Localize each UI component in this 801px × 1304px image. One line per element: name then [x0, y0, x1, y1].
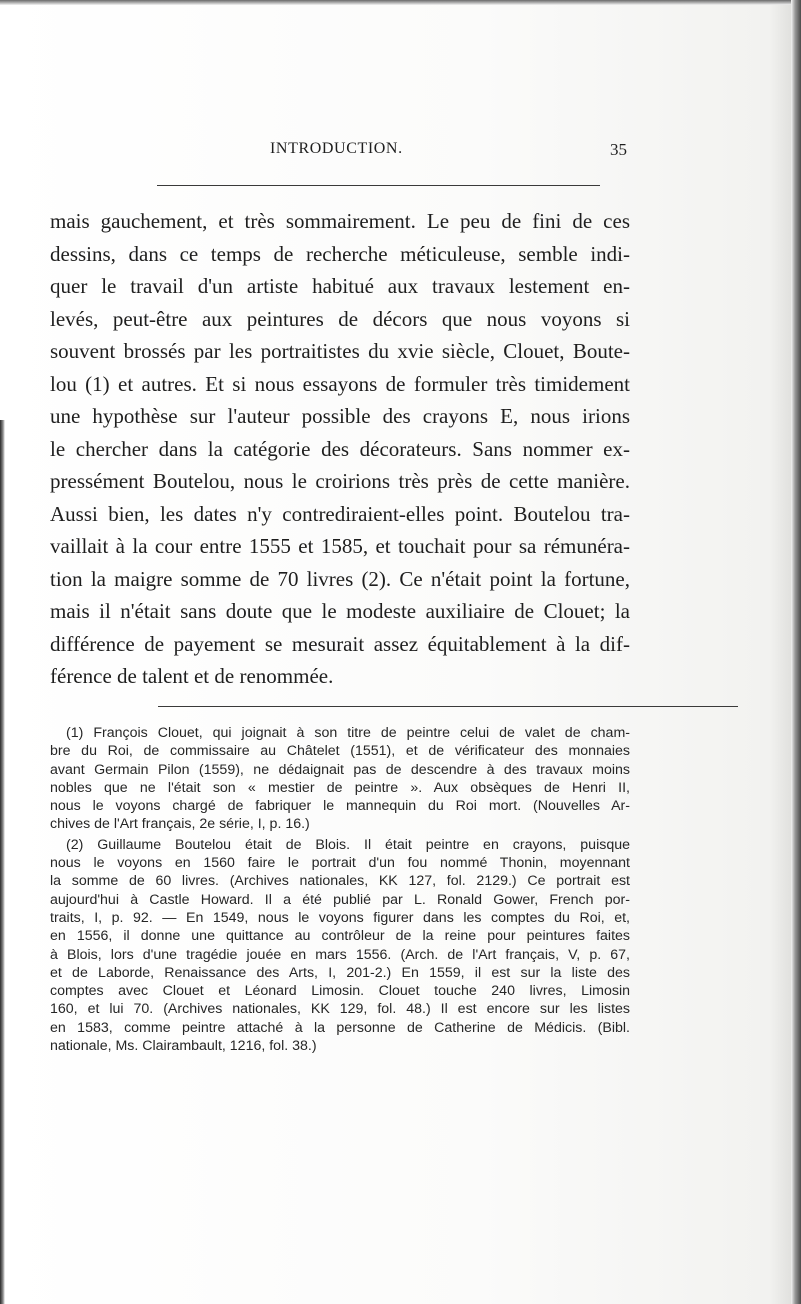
footnote-rule: [158, 706, 738, 707]
text-line: vaillait à la cour entre 1555 et 1585, et touchait pour sa rémunéra-: [50, 534, 630, 558]
page-top-edge: [0, 0, 801, 5]
footnote-2-line: nous le voyons en 1560 faire le portrait d'un fou nommé Thonin, moyennant: [50, 855, 630, 872]
footnote-1-line: nous le voyons chargé de fabriquer le mannequin du Roi mort. (Nouvelles Ar-: [50, 798, 630, 815]
footnote-2-line: aujourd'hui à Castle Howard. Il a été publié par L. Ronald Gower, French por-: [50, 891, 630, 908]
footnote-2-line: comptes avec Clouet et Léonard Limosin. Clouet touche 240 livres, Limosin: [50, 983, 630, 1000]
footnote-1-line: nobles que ne l'était son « mestier de peintre ». Aux obsèques de Henri II,: [50, 779, 630, 796]
text-line: mais il n'était sans doute que le modeste auxiliaire de Clouet; la: [50, 599, 630, 623]
text-line: tion la maigre somme de 70 livres (2). Ce n'était point la fortune,: [50, 566, 630, 591]
page-header: [157, 140, 627, 164]
footnote-2-line: à Blois, lors d'une tragédie jouée en mars 1556. (Arch. de l'Art français, V, p. 67,: [50, 946, 630, 963]
text-line: levés, peut-être aux peintures de décors que nous voyons si: [50, 306, 630, 331]
footnote-1-line: chives de l'Art français, 2e série, I, p. 16.): [50, 816, 310, 833]
footnote-2-line: la somme de 60 livres. (Archives nationales, KK 127, fol. 2129.) Ce portrait est: [50, 873, 630, 890]
text-line: le chercher dans la catégorie des décorateurs. Sans nommer ex-: [50, 436, 630, 461]
footnotes: [50, 724, 630, 1055]
page-left-edge: [0, 420, 5, 1304]
footnote-2-line: 160, et lui 70. (Archives nationales, KK 129, fol. 48.) Il est encore sur les listes: [50, 1001, 630, 1018]
text-line: quer le travail d'un artiste habitué aux travaux lestement en-: [50, 274, 630, 298]
footnote-2-line: traits, I, p. 92. — En 1549, nous le voyons figurer dans les comptes du Roi, et,: [50, 909, 630, 926]
text-line: une hypothèse sur l'auteur possible des crayons E, nous irions: [50, 404, 630, 428]
footnote-1-line: (1) François Clouet, qui joignait à son titre de peintre celui de valet de cham-: [66, 725, 630, 741]
footnote-2-line: en 1583, comme peintre attaché à la personne de Catherine de Médicis. (Bibl.: [50, 1019, 630, 1036]
page-right-edge: [791, 0, 801, 1304]
text-line: mais gauchement, et très sommairement. Le peu de fini de ces: [50, 209, 630, 233]
text-line: Aussi bien, les dates n'y contrediraient-elles point. Boutelou tra-: [50, 501, 630, 526]
footnote-1-line: bre du Roi, de commissaire au Châtelet (1551), et de vérificateur des monnaies: [50, 743, 630, 760]
text-line: différence de payement se mesurait assez équitablement à la dif-: [50, 631, 630, 656]
running-head: INTRODUCTION.: [270, 140, 403, 157]
footnote-2-line: nationale, Ms. Clairambault, 1216, fol. 38.): [50, 1038, 317, 1055]
main-paragraph: [50, 205, 630, 693]
footnote-2-line: et de Laborde, Renaissance des Arts, I, 201-2.) En 1559, il est sur la liste des: [50, 964, 630, 981]
text-line: férence de talent et de renommée.: [50, 664, 334, 688]
text-line: dessins, dans ce temps de recherche méticuleuse, semble indi-: [50, 241, 630, 266]
page-number: 35: [610, 140, 627, 159]
text-line: lou (1) et autres. Et si nous essayons de formuler très timidement: [50, 371, 630, 396]
header-rule: [157, 185, 600, 186]
footnote-1-line: avant Germain Pilon (1559), ne dédaignait pas de descendre à des travaux moins: [50, 761, 630, 778]
footnote-2-line: (2) Guillaume Boutelou était de Blois. Il était peintre en crayons, puisque: [66, 836, 630, 853]
text-line: pressément Boutelou, nous le croirions très près de cette manière.: [50, 469, 630, 493]
text-line: souvent brossés par les portraitistes du xvie siècle, Clouet, Boute-: [50, 339, 630, 363]
footnote-2-line: en 1556, il donne une quittance au contrôleur de la reine pour peintures faites: [50, 928, 630, 945]
